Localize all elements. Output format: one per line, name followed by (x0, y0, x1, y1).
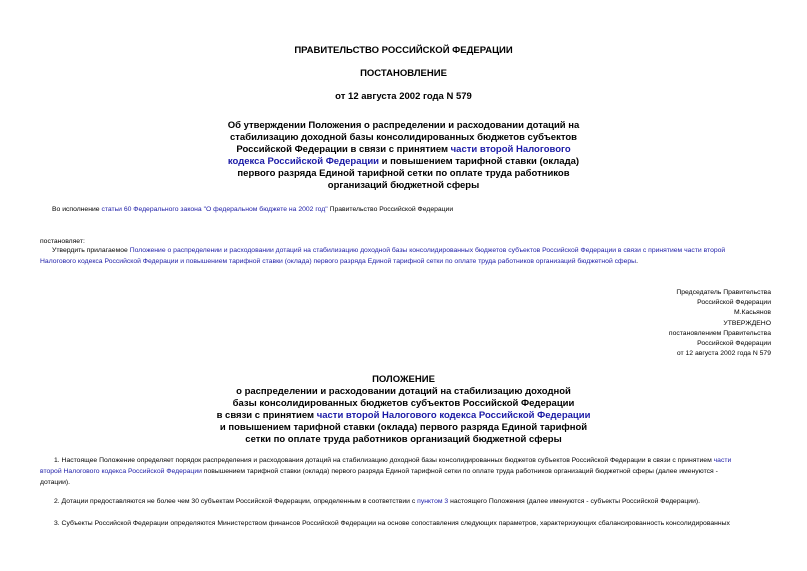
p2-text: 2. Дотации предоставляются не более чем 30 субъектам Российской Федерации, определенным в соответствии с (54, 498, 418, 505)
title-line-5: первого разряда Единой тарифной сетки по оплате труда работников (237, 168, 570, 179)
document-title (0, 120, 807, 192)
regulation-line-5: сетки по оплате труда работников организаций бюджетной сферы (245, 434, 562, 445)
p1-line-1 (40, 455, 775, 466)
paragraph-1 (40, 455, 775, 488)
signature-line: Российской Федерации (697, 340, 771, 348)
tax-code-link-p1-cont[interactable]: второй Налогового кодекса Российской Федерации (40, 468, 202, 475)
regulation-line-2: базы консолидированных бюджетов субъектов Российской Федерации (232, 398, 575, 409)
regulation-heading (0, 374, 807, 446)
regulation-title: ПОЛОЖЕНИЕ (372, 374, 435, 385)
p1-text: повышением тарифной ставки (оклада) первого разряда Единой тарифной сетки по оплате труда работников организаций бюджетной сферы (далее именуются - (201, 468, 718, 475)
document-type: ПОСТАНОВЛЕНИЕ (360, 68, 447, 79)
decree-line-1 (40, 245, 775, 256)
tax-code-part2-link[interactable]: части второй Налогового кодекса Российской Федерации (316, 410, 591, 421)
p1-line-3: дотации). (40, 479, 71, 486)
regulation-line-3 (0, 410, 807, 422)
decree-line-2 (40, 256, 775, 267)
p1-text: 1. Настоящее Положение определяет порядок распределения и расходования дотаций на стабилизацию доходной базы консолидированных бюджетов субъектов Российской Федерации в связи с принятием (54, 457, 714, 464)
signature-line: постановлением Правительства (668, 329, 771, 337)
p2-text: настоящего Положения (далее именуются - субъекты Российской Федерации). (448, 498, 701, 505)
title-line-3 (0, 144, 807, 156)
regulation-link[interactable]: Положение о распределении и расходовании дотаций на стабилизацию доходной базы консолидированных бюджетов субъектов Российской Федерации в связи с принятием части второй (129, 247, 726, 254)
paragraph-2 (54, 496, 774, 507)
decree-text: . (636, 258, 638, 265)
title-line-6: организаций бюджетной сферы (327, 180, 480, 191)
signature-block (669, 288, 771, 359)
decree-text: Утвердить прилагаемое (52, 247, 130, 254)
government-name: ПРАВИТЕЛЬСТВО РОССИЙСКОЙ ФЕДЕРАЦИИ (294, 45, 513, 56)
signature-line: М.Касьянов (733, 309, 771, 317)
preamble-text: Правительство Российской Федерации (327, 206, 454, 213)
tax-code-link-p1[interactable]: части (713, 457, 732, 464)
signature-line: от 12 августа 2002 года N 579 (676, 350, 771, 358)
p1-line-2 (40, 466, 775, 477)
decree-verb: постановляет: (40, 238, 85, 245)
regulation-line-1: о распределении и расходовании дотаций на стабилизацию доходной (236, 386, 571, 397)
document-date: от 12 августа 2002 года N 579 (335, 91, 472, 102)
signature-line: Председатель Правительства (676, 289, 771, 296)
tax-code-link[interactable]: части второй Налогового (450, 144, 571, 155)
preamble (52, 204, 453, 215)
decree-item (40, 245, 775, 267)
title-text: Российской Федерации в связи с принятием (236, 144, 451, 155)
point-3-link[interactable]: пунктом 3 (417, 498, 449, 505)
title-line-1: Об утверждении Положения о распределении и расходовании дотаций на (227, 120, 580, 131)
signature-line: Российской Федерации (697, 299, 771, 307)
signature-line: УТВЕРЖДЕНО (723, 319, 771, 327)
preamble-text: Во исполнение (52, 206, 102, 213)
paragraph-3: 3. Субъекты Российской Федерации определяются Министерством финансов Российской Федерации на основе сопоставления следующих параметров, характеризующих сбалансированность консолидированных (54, 520, 730, 527)
tax-code-link-cont[interactable]: кодекса Российской Федерации (227, 156, 380, 167)
title-line-4 (0, 156, 807, 168)
title-text: и повышением тарифной ставки (оклада) (379, 156, 580, 167)
regulation-line-4: и повышением тарифной ставки (оклада) первого разряда Единой тарифной (219, 422, 588, 433)
regulation-text: в связи с принятием (216, 410, 317, 421)
regulation-link-cont[interactable]: Налогового кодекса Российской Федерации и повышением тарифной ставки (оклада) первого разряда Единой тарифной сетки по оплате труда работников организаций бюджетной сферы (40, 258, 637, 265)
budget-law-link[interactable]: статьи 60 Федерального закона "О федеральном бюджете на 2002 год" (101, 206, 328, 213)
title-line-2: стабилизацию доходной базы консолидированных бюджетов субъектов (229, 132, 578, 143)
